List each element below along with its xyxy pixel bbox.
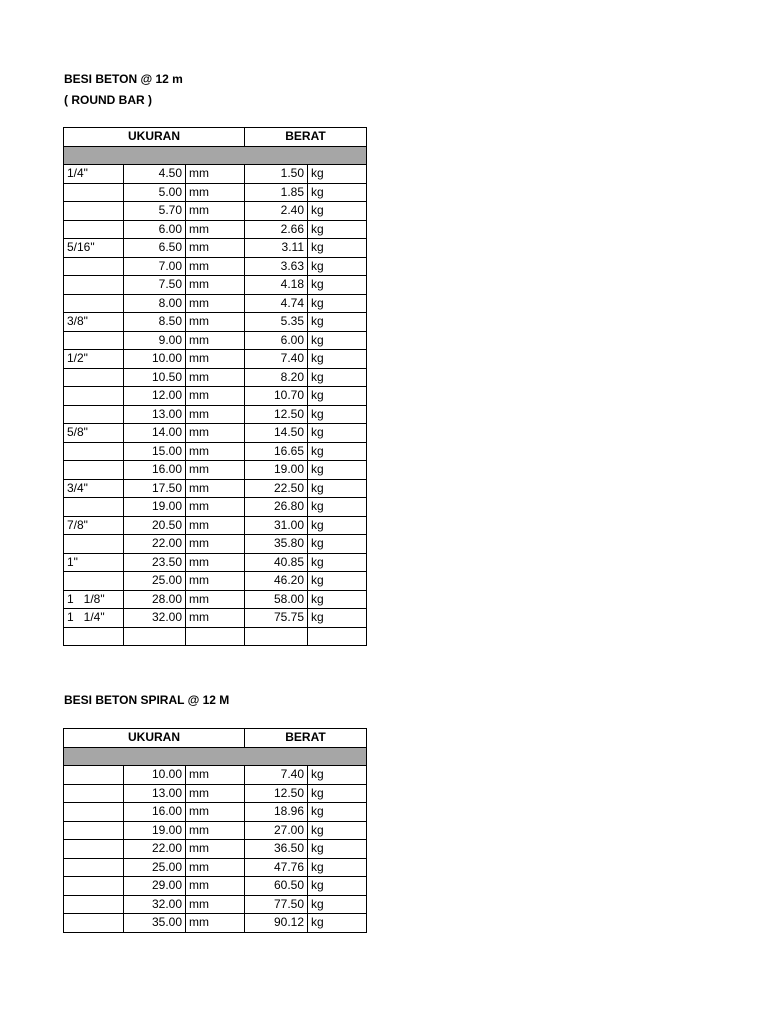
weight-cell: 47.76 bbox=[245, 858, 308, 877]
inch-cell: 1/4" bbox=[64, 165, 124, 184]
size-unit-cell: mm bbox=[186, 387, 245, 406]
weight-unit-cell: kg bbox=[308, 895, 367, 914]
weight-cell: 27.00 bbox=[245, 821, 308, 840]
weight-unit-cell: kg bbox=[308, 294, 367, 313]
inch-cell bbox=[64, 220, 124, 239]
inch-cell bbox=[64, 202, 124, 221]
inch-cell bbox=[64, 294, 124, 313]
weight-unit-cell: kg bbox=[308, 877, 367, 896]
table-row bbox=[64, 405, 367, 424]
weight-cell bbox=[245, 627, 308, 646]
weight-unit-cell: kg bbox=[308, 313, 367, 332]
inch-cell bbox=[64, 766, 124, 785]
weight-unit-cell: kg bbox=[308, 609, 367, 628]
size-cell: 25.00 bbox=[124, 858, 186, 877]
weight-cell: 2.40 bbox=[245, 202, 308, 221]
weight-unit-cell: kg bbox=[308, 276, 367, 295]
table-row bbox=[64, 895, 367, 914]
inch-cell bbox=[64, 368, 124, 387]
size-unit-cell: mm bbox=[186, 331, 245, 350]
table-row bbox=[64, 387, 367, 406]
inch-cell bbox=[64, 183, 124, 202]
size-cell: 13.00 bbox=[124, 405, 186, 424]
size-cell: 4.50 bbox=[124, 165, 186, 184]
size-unit-cell: mm bbox=[186, 220, 245, 239]
table-row bbox=[64, 294, 367, 313]
size-cell: 32.00 bbox=[124, 609, 186, 628]
inch-cell: 1/2" bbox=[64, 350, 124, 369]
size-unit-cell: mm bbox=[186, 803, 245, 822]
inch-cell bbox=[64, 627, 124, 646]
size-cell: 25.00 bbox=[124, 572, 186, 591]
header-ukuran: UKURAN bbox=[64, 729, 245, 748]
size-unit-cell: mm bbox=[186, 572, 245, 591]
inch-cell bbox=[64, 784, 124, 803]
size-unit-cell: mm bbox=[186, 535, 245, 554]
size-cell: 19.00 bbox=[124, 821, 186, 840]
size-cell: 5.70 bbox=[124, 202, 186, 221]
size-cell: 7.50 bbox=[124, 276, 186, 295]
size-unit-cell: mm bbox=[186, 895, 245, 914]
weight-unit-cell: kg bbox=[308, 368, 367, 387]
weight-unit-cell: kg bbox=[308, 858, 367, 877]
size-unit-cell: mm bbox=[186, 313, 245, 332]
weight-cell: 26.80 bbox=[245, 498, 308, 517]
weight-unit-cell: kg bbox=[308, 516, 367, 535]
size-unit-cell: mm bbox=[186, 257, 245, 276]
size-cell: 28.00 bbox=[124, 590, 186, 609]
header-band bbox=[64, 146, 367, 165]
size-unit-cell: mm bbox=[186, 877, 245, 896]
inch-cell bbox=[64, 257, 124, 276]
weight-cell: 35.80 bbox=[245, 535, 308, 554]
size-cell: 29.00 bbox=[124, 877, 186, 896]
table-row bbox=[64, 183, 367, 202]
inch-cell bbox=[64, 535, 124, 554]
table-row bbox=[64, 220, 367, 239]
size-cell: 10.00 bbox=[124, 350, 186, 369]
weight-cell: 60.50 bbox=[245, 877, 308, 896]
size-cell: 6.50 bbox=[124, 239, 186, 258]
size-unit-cell: mm bbox=[186, 424, 245, 443]
table-header-row bbox=[64, 128, 367, 147]
size-cell: 14.00 bbox=[124, 424, 186, 443]
weight-cell: 19.00 bbox=[245, 461, 308, 480]
inch-cell bbox=[64, 858, 124, 877]
weight-cell: 31.00 bbox=[245, 516, 308, 535]
size-cell: 17.50 bbox=[124, 479, 186, 498]
size-cell: 8.50 bbox=[124, 313, 186, 332]
inch-cell: 5/8" bbox=[64, 424, 124, 443]
inch-cell bbox=[64, 914, 124, 933]
table-row bbox=[64, 313, 367, 332]
inch-cell bbox=[64, 405, 124, 424]
table-row bbox=[64, 535, 367, 554]
weight-cell: 12.50 bbox=[245, 784, 308, 803]
weight-cell: 1.50 bbox=[245, 165, 308, 184]
weight-unit-cell: kg bbox=[308, 572, 367, 591]
size-unit-cell: mm bbox=[186, 368, 245, 387]
table-row bbox=[64, 627, 367, 646]
table-row bbox=[64, 368, 367, 387]
weight-cell: 75.75 bbox=[245, 609, 308, 628]
size-unit-cell: mm bbox=[186, 914, 245, 933]
table-row bbox=[64, 858, 367, 877]
size-cell: 10.00 bbox=[124, 766, 186, 785]
table-row bbox=[64, 257, 367, 276]
size-unit-cell: mm bbox=[186, 294, 245, 313]
table-row bbox=[64, 553, 367, 572]
weight-unit-cell: kg bbox=[308, 840, 367, 859]
size-unit-cell: mm bbox=[186, 590, 245, 609]
size-cell: 15.00 bbox=[124, 442, 186, 461]
size-unit-cell: mm bbox=[186, 183, 245, 202]
weight-unit-cell bbox=[308, 627, 367, 646]
size-unit-cell: mm bbox=[186, 609, 245, 628]
size-cell: 32.00 bbox=[124, 895, 186, 914]
weight-cell: 10.70 bbox=[245, 387, 308, 406]
weight-cell: 90.12 bbox=[245, 914, 308, 933]
spiral-bar-table bbox=[63, 728, 367, 933]
weight-unit-cell: kg bbox=[308, 165, 367, 184]
weight-unit-cell: kg bbox=[308, 239, 367, 258]
table-row bbox=[64, 609, 367, 628]
weight-cell: 18.96 bbox=[245, 803, 308, 822]
inch-cell bbox=[64, 461, 124, 480]
table-row bbox=[64, 498, 367, 517]
weight-unit-cell: kg bbox=[308, 535, 367, 554]
inch-cell bbox=[64, 803, 124, 822]
section1-subtitle: ( ROUND BAR ) bbox=[64, 93, 152, 107]
table-row bbox=[64, 442, 367, 461]
table-row bbox=[64, 784, 367, 803]
weight-unit-cell: kg bbox=[308, 350, 367, 369]
weight-cell: 1.85 bbox=[245, 183, 308, 202]
inch-cell bbox=[64, 877, 124, 896]
weight-unit-cell: kg bbox=[308, 498, 367, 517]
size-cell: 9.00 bbox=[124, 331, 186, 350]
table-row bbox=[64, 479, 367, 498]
weight-unit-cell: kg bbox=[308, 766, 367, 785]
inch-cell: 1 1/4" bbox=[64, 609, 124, 628]
weight-unit-cell: kg bbox=[308, 331, 367, 350]
inch-cell bbox=[64, 572, 124, 591]
weight-unit-cell: kg bbox=[308, 405, 367, 424]
size-cell: 10.50 bbox=[124, 368, 186, 387]
weight-cell: 12.50 bbox=[245, 405, 308, 424]
size-unit-cell: mm bbox=[186, 479, 245, 498]
size-cell: 22.00 bbox=[124, 535, 186, 554]
table-row bbox=[64, 914, 367, 933]
weight-cell: 22.50 bbox=[245, 479, 308, 498]
size-cell bbox=[124, 627, 186, 646]
size-unit-cell: mm bbox=[186, 784, 245, 803]
table-row bbox=[64, 766, 367, 785]
size-cell: 22.00 bbox=[124, 840, 186, 859]
table-row bbox=[64, 202, 367, 221]
weight-cell: 36.50 bbox=[245, 840, 308, 859]
weight-cell: 40.85 bbox=[245, 553, 308, 572]
weight-cell: 16.65 bbox=[245, 442, 308, 461]
size-unit-cell: mm bbox=[186, 516, 245, 535]
weight-unit-cell: kg bbox=[308, 821, 367, 840]
weight-unit-cell: kg bbox=[308, 220, 367, 239]
inch-cell: 5/16" bbox=[64, 239, 124, 258]
weight-cell: 4.18 bbox=[245, 276, 308, 295]
size-unit-cell: mm bbox=[186, 276, 245, 295]
size-unit-cell: mm bbox=[186, 498, 245, 517]
weight-unit-cell: kg bbox=[308, 387, 367, 406]
size-cell: 12.00 bbox=[124, 387, 186, 406]
inch-cell bbox=[64, 276, 124, 295]
size-unit-cell: mm bbox=[186, 461, 245, 480]
table-row bbox=[64, 572, 367, 591]
inch-cell bbox=[64, 895, 124, 914]
size-unit-cell: mm bbox=[186, 405, 245, 424]
weight-cell: 2.66 bbox=[245, 220, 308, 239]
size-cell: 5.00 bbox=[124, 183, 186, 202]
size-unit-cell: mm bbox=[186, 239, 245, 258]
inch-cell bbox=[64, 498, 124, 517]
table-row bbox=[64, 461, 367, 480]
table-row bbox=[64, 239, 367, 258]
weight-cell: 4.74 bbox=[245, 294, 308, 313]
inch-cell bbox=[64, 442, 124, 461]
size-unit-cell: mm bbox=[186, 821, 245, 840]
header-band bbox=[64, 747, 367, 766]
weight-cell: 3.63 bbox=[245, 257, 308, 276]
section2-title: BESI BETON SPIRAL @ 12 M bbox=[64, 693, 230, 707]
section1-title: BESI BETON @ 12 m bbox=[64, 72, 183, 86]
size-cell: 35.00 bbox=[124, 914, 186, 933]
table-row bbox=[64, 516, 367, 535]
weight-unit-cell: kg bbox=[308, 784, 367, 803]
size-unit-cell: mm bbox=[186, 766, 245, 785]
inch-cell bbox=[64, 331, 124, 350]
inch-cell: 3/8" bbox=[64, 313, 124, 332]
inch-cell: 3/4" bbox=[64, 479, 124, 498]
size-cell: 16.00 bbox=[124, 803, 186, 822]
weight-cell: 7.40 bbox=[245, 350, 308, 369]
table-row bbox=[64, 821, 367, 840]
weight-unit-cell: kg bbox=[308, 442, 367, 461]
table-row bbox=[64, 165, 367, 184]
weight-unit-cell: kg bbox=[308, 461, 367, 480]
size-cell: 7.00 bbox=[124, 257, 186, 276]
inch-cell bbox=[64, 840, 124, 859]
size-cell: 19.00 bbox=[124, 498, 186, 517]
size-cell: 16.00 bbox=[124, 461, 186, 480]
size-unit-cell: mm bbox=[186, 858, 245, 877]
header-berat: BERAT bbox=[245, 729, 367, 748]
weight-unit-cell: kg bbox=[308, 553, 367, 572]
round-bar-table bbox=[63, 127, 367, 646]
table-row bbox=[64, 350, 367, 369]
weight-unit-cell: kg bbox=[308, 202, 367, 221]
size-cell: 13.00 bbox=[124, 784, 186, 803]
table-row bbox=[64, 803, 367, 822]
table-row bbox=[64, 877, 367, 896]
table-row bbox=[64, 590, 367, 609]
weight-unit-cell: kg bbox=[308, 590, 367, 609]
size-unit-cell: mm bbox=[186, 553, 245, 572]
header-berat: BERAT bbox=[245, 128, 367, 147]
table-row bbox=[64, 840, 367, 859]
weight-unit-cell: kg bbox=[308, 479, 367, 498]
size-unit-cell: mm bbox=[186, 165, 245, 184]
inch-cell: 7/8" bbox=[64, 516, 124, 535]
size-cell: 8.00 bbox=[124, 294, 186, 313]
size-unit-cell: mm bbox=[186, 202, 245, 221]
header-ukuran: UKURAN bbox=[64, 128, 245, 147]
size-unit-cell: mm bbox=[186, 350, 245, 369]
weight-unit-cell: kg bbox=[308, 803, 367, 822]
weight-cell: 7.40 bbox=[245, 766, 308, 785]
inch-cell: 1 1/8" bbox=[64, 590, 124, 609]
weight-unit-cell: kg bbox=[308, 183, 367, 202]
size-unit-cell: mm bbox=[186, 442, 245, 461]
weight-cell: 58.00 bbox=[245, 590, 308, 609]
inch-cell bbox=[64, 387, 124, 406]
size-unit-cell: mm bbox=[186, 840, 245, 859]
size-cell: 23.50 bbox=[124, 553, 186, 572]
table-row bbox=[64, 276, 367, 295]
weight-cell: 46.20 bbox=[245, 572, 308, 591]
table-row bbox=[64, 331, 367, 350]
table-header-row bbox=[64, 729, 367, 748]
inch-cell: 1" bbox=[64, 553, 124, 572]
weight-cell: 5.35 bbox=[245, 313, 308, 332]
weight-unit-cell: kg bbox=[308, 257, 367, 276]
weight-cell: 8.20 bbox=[245, 368, 308, 387]
table-row bbox=[64, 424, 367, 443]
size-unit-cell bbox=[186, 627, 245, 646]
size-cell: 6.00 bbox=[124, 220, 186, 239]
weight-cell: 3.11 bbox=[245, 239, 308, 258]
size-cell: 20.50 bbox=[124, 516, 186, 535]
weight-cell: 6.00 bbox=[245, 331, 308, 350]
weight-cell: 14.50 bbox=[245, 424, 308, 443]
weight-cell: 77.50 bbox=[245, 895, 308, 914]
inch-cell bbox=[64, 821, 124, 840]
weight-unit-cell: kg bbox=[308, 914, 367, 933]
weight-unit-cell: kg bbox=[308, 424, 367, 443]
